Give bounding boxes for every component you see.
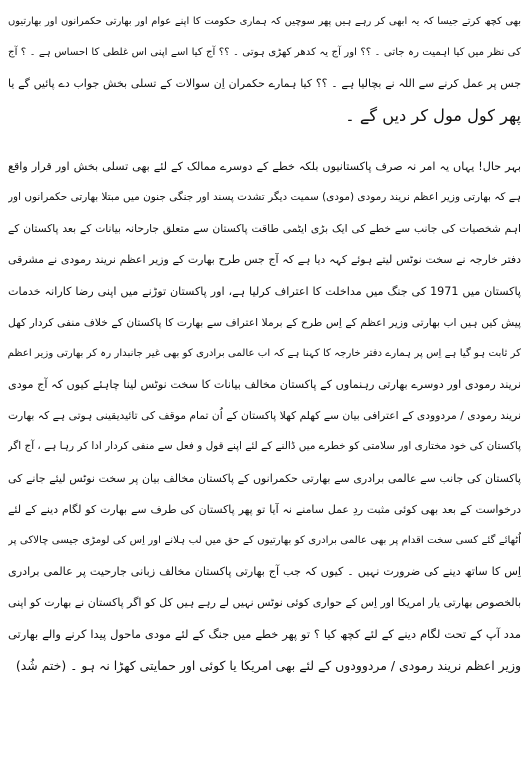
text-line: بھی کچھ کرتے جیسا کہ یہ ابھی کر رہے ہیں پھر سوچیں کہ ہماری حکومت کا اپنے عوام اور بھارتی حکمرانوں اور بھارتیوں	[8, 16, 521, 27]
text-line: کر ثابت ہو گیا ہے اِس پر ہمارے دفتر خارجہ کا کہنا ہے کہ اب عالمی برادری کو بھی غیر جانبدار رہ کر بھارتی وزیر اعظم	[8, 347, 521, 359]
text-line: وزیر اعظم نریند رمودی / مردوودوں کے لئے بھی امریکا یا کوئی اور حمایتی کھڑا نہ ہو ۔ (ختم شُد)	[15, 657, 521, 673]
text-line: نریند رمودی / مردوودی کے اعترافی بیان سے کھلم کھلا پاکستان کے اُن تمام موقف کی تائیدیقینی ہوتی ہے کہ بھارت	[8, 409, 521, 423]
paragraph-1	[8, 6, 521, 131]
text-line: نریند رمودی اور دوسرے بھارتی رہنماوں کے پاکستان مخالف بیانات کا سخت نوٹس لینا چاہئے کیوں کہ آج مودی	[8, 378, 521, 392]
text-line: جس پر عمل کرنے سے اللہ نے بچالیا ہے ۔ ؟؟ کیا ہمارے حکمران اِن سوالات کے تسلی بخش جواب دے پائیں گے یا	[8, 77, 521, 91]
text-line: ہے کہ بھارتی وزیر اعظم نریند رمودی (مودی) سمیت دیگر تشدت پسند اور جنگی جنون میں مبتلا بھارتی حکمرانوں اور	[8, 190, 521, 203]
text-line: کی نظر میں کیا اہمیت رہ جاتی ۔ ؟؟ اور آج یہ کدھر کھڑی ہوتی ۔ ؟؟ آج کیا اسے اپنی اس غلطی کا احساس ہے ۔ ؟ آج	[8, 47, 521, 59]
text-line: پھر کول مول کر دیں گے ۔	[345, 105, 521, 125]
text-line: اُٹھائے گئے کسی سخت اقدام پر بھی عالمی برادری کو بھارتیوں کے حق میں لب ہلانے اور اِس کی لومڑی جیسی چالاکی پر	[8, 535, 521, 546]
text-line: پاکستان کی خود مختاری اور سلامتی کو خطرے میں ڈالنے کے لئے اپنے قول و فعل سے منفی کردار ادا کر رہا ہے ، آج اگر	[8, 440, 521, 453]
text-line: مدد آپ کے تحت لگام دینے کے لئے کچھ کیا ؟ تو پھر خطے میں جنگ کے لئے مودی ماحول پیدا کرنے والے بھارتی	[8, 626, 521, 641]
text-line: پاکستان کی جانب سے عالمی برادری سے بھارتی حکمرانوں کے پاکستان مخالف بیان پر سخت نوٹس لیئے جانے کی	[8, 471, 521, 485]
text-line: درخواست کے بعد بھی کوئی مثبت ردِ عمل سامنے نہ آیا تو پھر پاکستان کی طرف سے بھارت کو لگام دینے کے لئے	[8, 502, 521, 516]
text-line: اہم شخصیات کی جانب سے خطے کی ایک بڑی ایٹمی طاقت پاکستان سے متعلق جارحانہ بیانات کے بعد پاکستان کے	[8, 222, 521, 236]
text-line: پاکستان میں 1971 کی جنگ میں مداخلت کا اعتراف کرلیا ہے، اور پاکستان توڑنے میں اپنی رضا کارانہ خدمات	[8, 284, 521, 298]
text-line: بہر حال! یہاں یہ امر نہ صرف پاکستانیوں بلکہ خطے کے دوسرے ممالک کے لئے بھی تسلی بخش اور قرار واقع	[8, 159, 521, 173]
text-line: دفتر خارجہ نے سخت نوٹس لیتے ہوئے کہہ دیا ہے کہ آج جس طرح بھارت کے وزیر اعظم نریند رمودی نے مشرقی	[8, 253, 521, 267]
text-line: بالخصوص بھارتی یار امریکا اور اِس کے حواری کوئی نوٹس نہیں لے رہے ہیں کل کو اگر پاکستان نے بھارت کو اپنی	[8, 596, 521, 610]
text-line: اِس کا ساتھ دینے کی ضرورت نہیں ۔ کیوں کہ جب آج بھارتی پاکستان مخالف زبانی جارحیت پر عالمی برادری	[8, 565, 521, 579]
paragraph-2	[8, 151, 521, 681]
paragraph-spacer	[8, 131, 521, 151]
text-line: پیش کیں ہیں اب بھارتی وزیر اعظم کے اِس طرح کے برملا اعتراف سے بھارت کا پاکستان کے خلاف منفی کردار کھل	[8, 315, 521, 329]
